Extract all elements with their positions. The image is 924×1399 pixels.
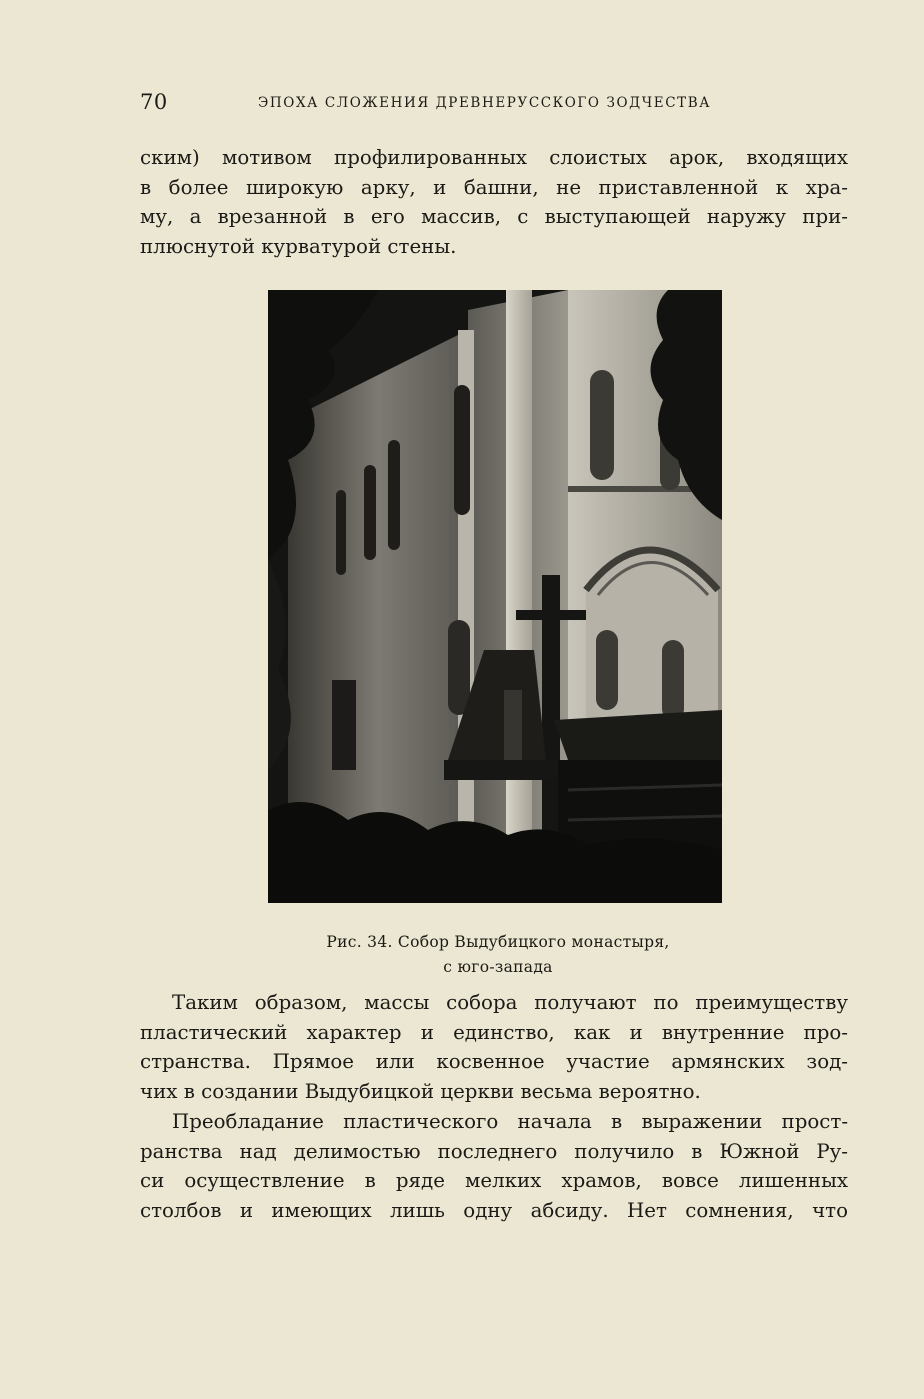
text-line: чих в создании Выдубицкой церкви весьма вероятно. xyxy=(140,1080,701,1104)
caption-line: с юго-запада xyxy=(443,958,553,976)
cathedral-photo xyxy=(268,290,722,903)
text-line: Преобладание пластического начала в выражении прост- xyxy=(172,1109,848,1133)
text-line: столбов и имеющих лишь одну абсиду. Нет сомнения, что xyxy=(140,1198,848,1222)
top-paragraph xyxy=(140,143,848,262)
text-line: Таким образом, массы собора получают по преимуществу xyxy=(172,991,848,1014)
page-number: 70 xyxy=(140,90,168,114)
text-line: пластический характер и единство, как и внутренние про- xyxy=(140,1020,848,1044)
text-line: ским) мотивом профилированных слоистых арок, входящих xyxy=(140,146,848,169)
page-header xyxy=(140,88,752,116)
text-line: му, а врезанной в его массив, с выступающей наружу при- xyxy=(140,205,848,229)
text-line: си осуществление в ряде мелких храмов, вовсе лишенных xyxy=(140,1169,848,1193)
text-line: ранства над делимостью последнего получило в Южной Ру- xyxy=(140,1139,848,1163)
text-line: плюснутой курватурой стены. xyxy=(140,235,457,259)
text-line: странства. Прямое или косвенное участие армянских зод- xyxy=(140,1050,848,1074)
text-line: в более широкую арку, и башни, не приставленной к хра- xyxy=(140,175,848,199)
caption-line: Рис. 34. Собор Выдубицкого монастыря, xyxy=(326,933,670,951)
running-title: ЭПОХА СЛОЖЕНИЯ ДРЕВНЕРУССКОГО ЗОДЧЕСТВА xyxy=(258,95,712,111)
bottom-text xyxy=(140,988,848,1226)
figure-caption xyxy=(220,930,776,980)
